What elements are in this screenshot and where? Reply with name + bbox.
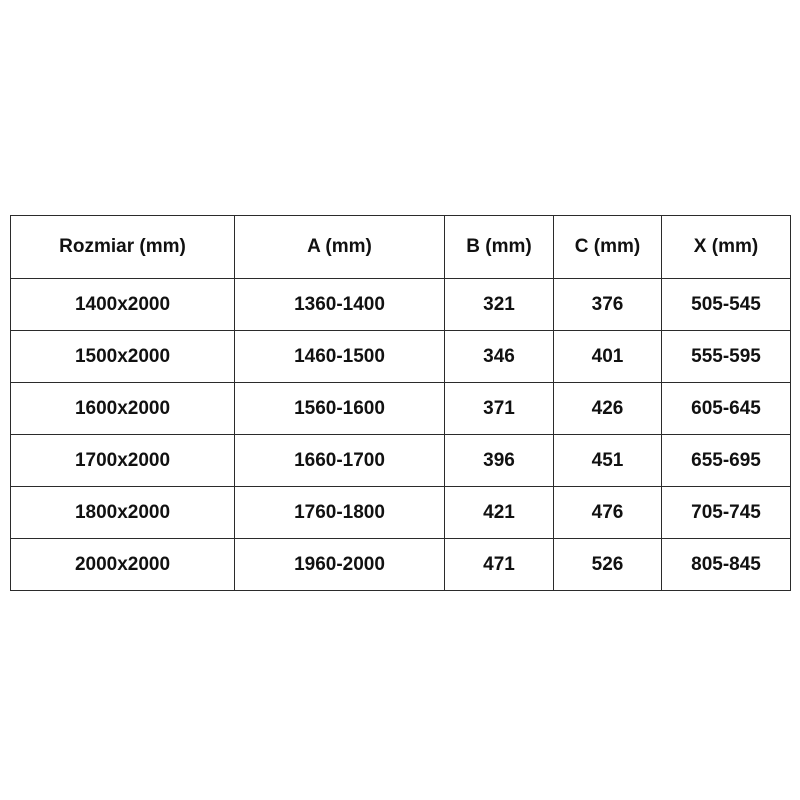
column-header-b: B (mm) [445, 216, 554, 279]
cell-x: 705-745 [662, 487, 791, 539]
cell-rozmiar: 1500x2000 [11, 331, 235, 383]
table-row [11, 383, 791, 435]
table-row [11, 539, 791, 591]
cell-b: 321 [445, 279, 554, 331]
cell-c: 376 [554, 279, 662, 331]
cell-b: 396 [445, 435, 554, 487]
table-row [11, 279, 791, 331]
cell-x: 605-645 [662, 383, 791, 435]
table-header [11, 216, 791, 279]
cell-rozmiar: 1400x2000 [11, 279, 235, 331]
cell-x: 805-845 [662, 539, 791, 591]
cell-rozmiar: 1800x2000 [11, 487, 235, 539]
cell-x: 655-695 [662, 435, 791, 487]
cell-rozmiar: 1600x2000 [11, 383, 235, 435]
dimensions-table [10, 215, 791, 591]
table-row [11, 487, 791, 539]
cell-c: 451 [554, 435, 662, 487]
table-row [11, 331, 791, 383]
table-row [11, 435, 791, 487]
column-header-rozmiar: Rozmiar (mm) [11, 216, 235, 279]
cell-x: 555-595 [662, 331, 791, 383]
table-body [11, 279, 791, 591]
cell-b: 471 [445, 539, 554, 591]
cell-b: 421 [445, 487, 554, 539]
cell-rozmiar: 2000x2000 [11, 539, 235, 591]
cell-b: 371 [445, 383, 554, 435]
cell-c: 526 [554, 539, 662, 591]
cell-c: 476 [554, 487, 662, 539]
cell-a: 1460-1500 [235, 331, 445, 383]
cell-a: 1960-2000 [235, 539, 445, 591]
cell-a: 1660-1700 [235, 435, 445, 487]
cell-a: 1560-1600 [235, 383, 445, 435]
cell-c: 426 [554, 383, 662, 435]
cell-c: 401 [554, 331, 662, 383]
cell-rozmiar: 1700x2000 [11, 435, 235, 487]
column-header-a: A (mm) [235, 216, 445, 279]
column-header-c: C (mm) [554, 216, 662, 279]
table-header-row [11, 216, 791, 279]
spec-table-container [10, 215, 790, 591]
cell-a: 1360-1400 [235, 279, 445, 331]
column-header-x: X (mm) [662, 216, 791, 279]
cell-b: 346 [445, 331, 554, 383]
cell-a: 1760-1800 [235, 487, 445, 539]
cell-x: 505-545 [662, 279, 791, 331]
